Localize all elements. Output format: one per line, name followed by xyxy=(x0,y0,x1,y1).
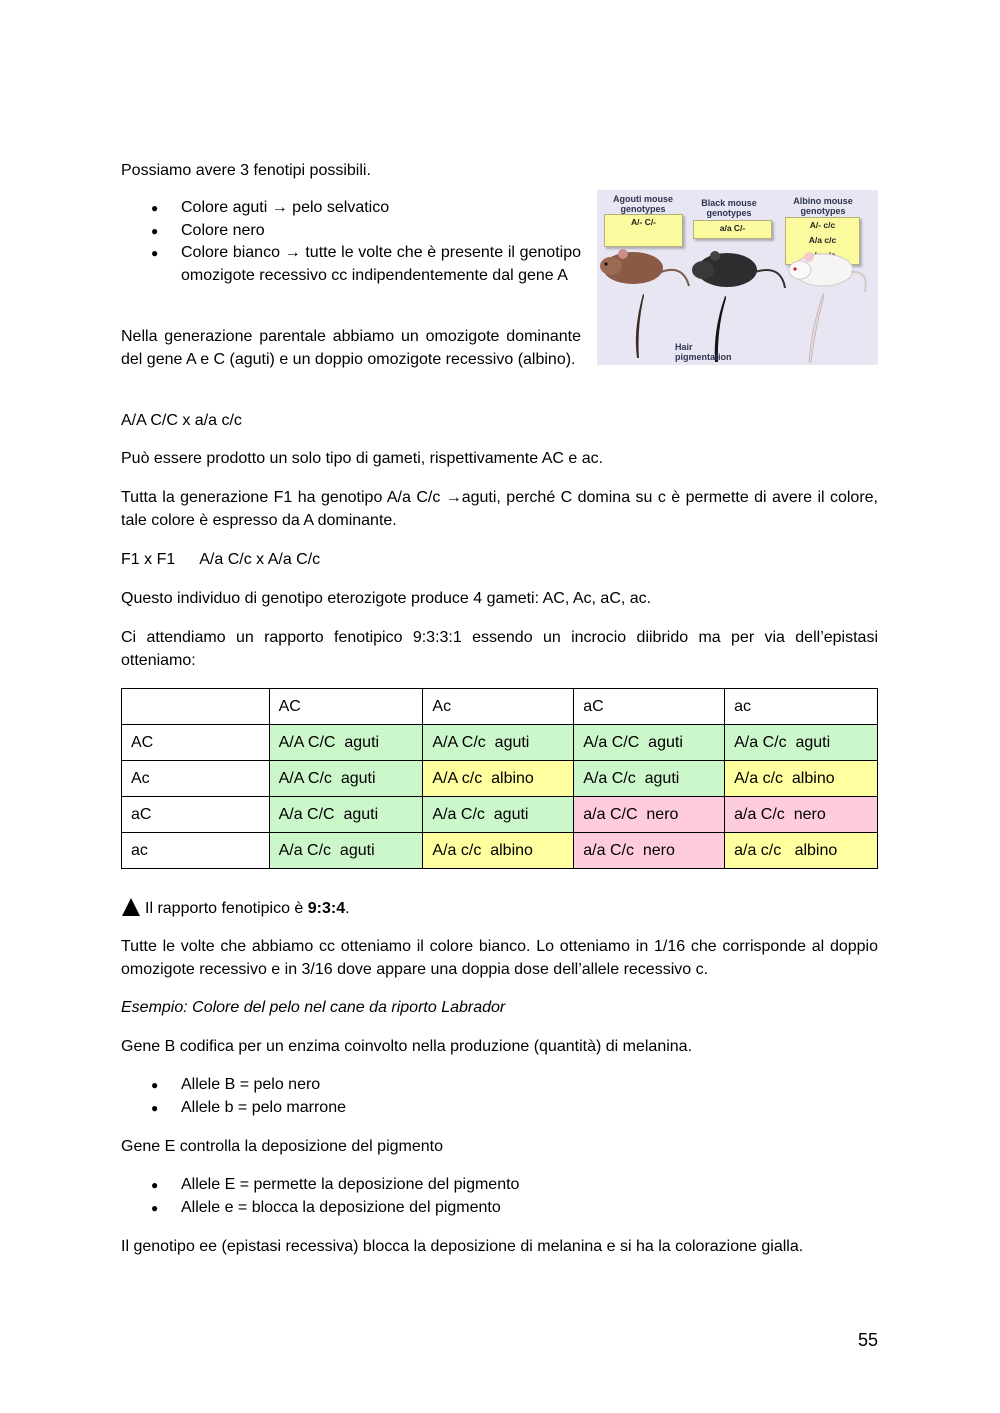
mouse-genotypes-figure xyxy=(597,190,878,365)
punnett-table xyxy=(121,688,878,869)
list-item: ● Colore aguti → pelo selvatico xyxy=(121,197,581,220)
header-cell: aC xyxy=(574,689,725,725)
list-item: ● Colore nero xyxy=(121,220,581,243)
table-header-row xyxy=(122,689,878,725)
albino-label: Albino mouse genotypes xyxy=(793,196,853,216)
ratio-note xyxy=(121,897,350,920)
genotype-cell: A/a C/C aguti xyxy=(574,725,725,761)
phenotype-list xyxy=(121,197,581,287)
agouti-genotype-box: A/- C/- xyxy=(604,214,683,247)
heterozygote-text: Questo individuo di genotipo eterozigote produce 4 gameti: AC, Ac, aC, ac. xyxy=(121,590,652,607)
parental-cross: A/A C/C x a/a c/c xyxy=(121,412,242,429)
genotype-cell: a/a C/c nero xyxy=(574,833,725,869)
ratio-prefix: Il rapporto fenotipico è xyxy=(145,900,308,917)
list-item: ● Allele B = pelo nero xyxy=(121,1074,878,1097)
agouti-hair-icon xyxy=(636,294,644,358)
albino-genotype-box: A/- c/c A/a c/c xyxy=(785,217,860,265)
gametes-text: Può essere prodotto un solo tipo di gameti, rispettivamente AC e ac. xyxy=(121,450,604,467)
f1-text: Tutta la generazione F1 ha genotipo A/a C/c →aguti, perché C domina su c è permette di avere il colore, tale colore è espresso da A dominante. xyxy=(121,489,878,529)
black-mouse-icon xyxy=(692,251,785,288)
warning-triangle-icon xyxy=(121,897,141,917)
header-cell: AC xyxy=(269,689,423,725)
gene-b-text: Gene B codifica per un enzima coinvolto nella produzione (quantità) di melanina. xyxy=(121,1038,693,1055)
ratio-value: 9:3:4 xyxy=(307,900,346,917)
f1-cross-label: F1 x F1 xyxy=(121,551,176,568)
genotype-cell: A/a c/c albino xyxy=(423,833,574,869)
table-row xyxy=(122,833,878,869)
genotype-cell: A/a C/c aguti xyxy=(269,833,423,869)
albino-hair-icon xyxy=(809,294,824,362)
header-cell: ac xyxy=(725,689,878,725)
genotype-cell: A/a C/c aguti xyxy=(574,761,725,797)
example-title: Esempio: Colore del pelo nel cane da riporto Labrador xyxy=(121,999,506,1016)
genotype-cell: A/A c/c albino xyxy=(423,761,574,797)
genotype-cell: a/a C/c nero xyxy=(725,797,878,833)
parental-text: Nella generazione parentale abbiamo un omozigote dominante del gene A e C (aguti) e un doppio omozigote recessivo (albino). xyxy=(121,328,581,368)
header-cell: Ac xyxy=(423,689,574,725)
genotype-cell: a/a c/c albino xyxy=(725,833,878,869)
intro-text: Possiamo avere 3 fenotipi possibili. xyxy=(121,162,371,179)
list-item: ● Colore bianco → tutte le volte che è presente il genotipo omozigote recessivo cc indipendentemente dal gene A xyxy=(121,242,581,287)
genotype-cell: a/a C/C nero xyxy=(574,797,725,833)
f1-cross-line xyxy=(121,548,878,571)
header-cell xyxy=(122,689,270,725)
agouti-label: Agouti mouse genotypes xyxy=(613,194,673,214)
expectation-text: Ci attendiamo un rapporto fenotipico 9:3:3:1 essendo un incrocio diibrido ma per via dell’epistasi otteniamo: xyxy=(121,629,878,669)
albino-mouse-icon xyxy=(789,252,866,292)
agouti-mouse-icon xyxy=(600,249,689,286)
ee-text: Il genotipo ee (epistasi recessiva) blocca la deposizione di melanina e si ha la colorazione gialla. xyxy=(121,1238,804,1255)
genotype-cell: A/a C/c aguti xyxy=(423,797,574,833)
genotype-cell: A/A C/C aguti xyxy=(269,725,423,761)
list-item: ● Allele E = permette la deposizione del pigmento xyxy=(121,1174,878,1197)
gene-e-allele-list xyxy=(121,1174,878,1219)
genotype-cell: A/A C/c aguti xyxy=(269,761,423,797)
ratio-suffix: . xyxy=(345,900,350,917)
genotype-cell: A/a c/c albino xyxy=(725,761,878,797)
page-number: 55 xyxy=(857,1330,878,1350)
list-item: ● Allele b = pelo marrone xyxy=(121,1097,878,1120)
row-label: Ac xyxy=(122,761,270,797)
row-label: AC xyxy=(122,725,270,761)
black-label: Black mouse genotypes xyxy=(701,198,757,218)
hair-pigmentation-label: Hair pigmentation xyxy=(675,342,732,362)
table-row xyxy=(122,797,878,833)
f1-cross-value: A/a C/c x A/a C/c xyxy=(199,551,321,568)
row-label: ac xyxy=(122,833,270,869)
cc-text: Tutte le volte che abbiamo cc otteniamo il colore bianco. Lo otteniamo in 1/16 che corrisponde al doppio omozigote recessivo e in 3/16 dove appare una doppia dose dell’allele recessivo c. xyxy=(121,938,878,978)
row-label: aC xyxy=(122,797,270,833)
genotype-cell: A/a C/c aguti xyxy=(725,725,878,761)
gene-b-allele-list xyxy=(121,1074,878,1119)
table-row xyxy=(122,761,878,797)
gene-e-text: Gene E controlla la deposizione del pigmento xyxy=(121,1138,443,1155)
list-item: ● Allele e = blocca la deposizione del pigmento xyxy=(121,1197,878,1220)
table-row xyxy=(122,725,878,761)
black-genotype-box: a/a C/- xyxy=(693,220,772,239)
genotype-cell: A/A C/c aguti xyxy=(423,725,574,761)
genotype-cell: A/a C/C aguti xyxy=(269,797,423,833)
mice-illustration xyxy=(597,190,878,365)
